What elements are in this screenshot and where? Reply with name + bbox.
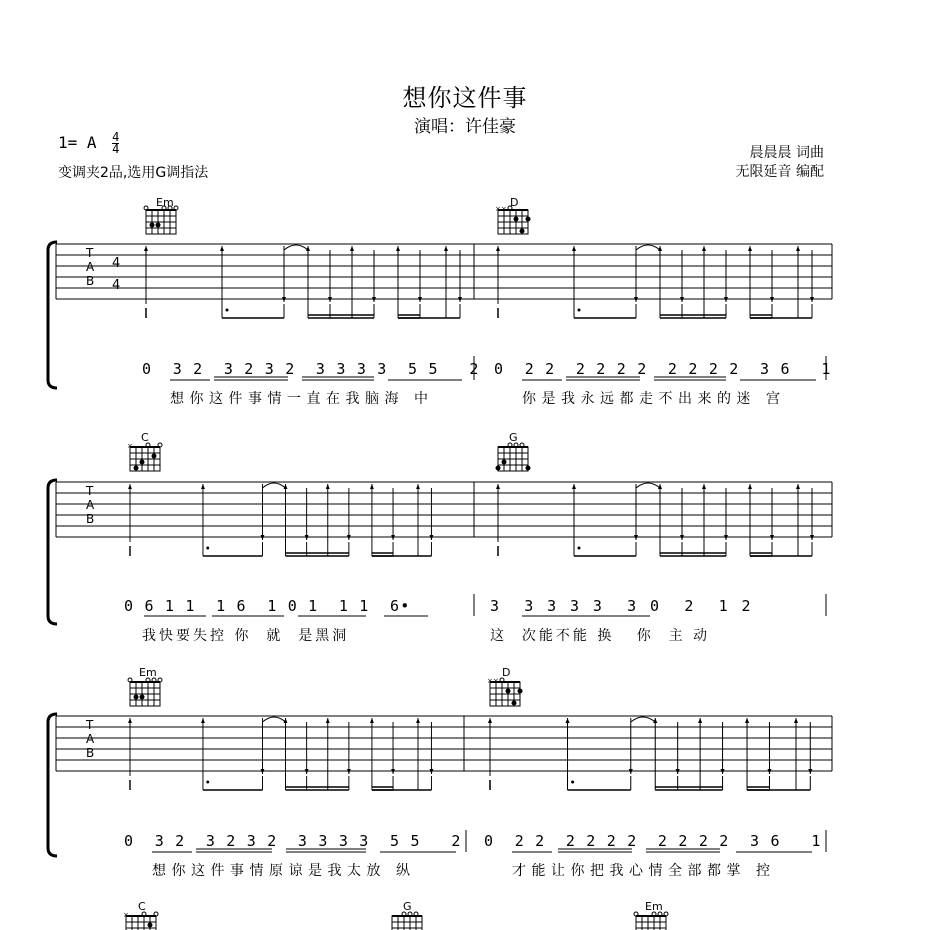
lyrics-s1-m2: 你是我永远都走不出来的迷 宫 <box>522 391 786 407</box>
time-sig-bottom: 4 <box>112 142 120 156</box>
numbers-s1-m1: 0 3 2 3 2 3 2 3 3 3 3 5 5 2 <box>142 360 480 378</box>
song-title: 想你这件事 <box>402 84 528 112</box>
lyrics-s3-m1: 想你这件事情原谅是我太放 纵 <box>152 863 416 879</box>
song-singer: 演唱：许佳豪 <box>414 117 516 137</box>
numbers-s3-m2: 0 2 2 2 2 2 2 2 2 2 2 3 6 1 <box>484 832 822 850</box>
chord-em-3 <box>634 912 668 930</box>
chord-g-2 <box>392 912 422 930</box>
chord-label-em-2: Em <box>139 666 157 679</box>
svg-text:××: ×× <box>487 677 499 685</box>
chord-label-c-1: C <box>141 431 149 444</box>
svg-text:×: × <box>123 911 129 919</box>
credit-lyrics: 晨晨晨 词曲 <box>749 145 824 161</box>
chord-label-em-1: Em <box>156 196 174 209</box>
chord-label-d-2: D <box>502 666 511 679</box>
svg-text:××: ×× <box>495 205 507 213</box>
credit-arrange: 无限延音 编配 <box>735 164 824 180</box>
chord-em-2 <box>128 678 162 706</box>
lyrics-s1-m1: 想你这件事情一直在我脑海 中 <box>170 391 434 407</box>
chord-label-em-3: Em <box>645 900 663 913</box>
chord-label-d-1: D <box>510 196 519 209</box>
chord-label-c-2: C <box>138 900 146 913</box>
system-3 <box>48 677 832 856</box>
chord-label-g-2: G <box>403 900 412 913</box>
chord-c-2 <box>123 911 158 930</box>
chord-g-1 <box>496 443 531 471</box>
chord-c-1 <box>127 442 162 471</box>
tab-clef-1: T A B <box>86 246 95 288</box>
numbers-s3-m1: 0 3 2 3 2 3 2 3 3 3 3 5 5 2 <box>124 832 462 850</box>
chord-d-2 <box>487 677 523 706</box>
tab-clef-3: T A B <box>86 718 95 760</box>
time-sig-top: 4 <box>112 130 120 144</box>
numbers-s2-m1: 0 6 1 1 1 6 1 0 1 1 1 6• <box>124 597 411 615</box>
numbers-s1-m2: 0 2 2 2 2 2 2 2 2 2 2 3 6 1 <box>494 360 832 378</box>
numbers-s2-m2: 3 3 3 3 3 3 0 2 1 2 <box>490 597 753 615</box>
capo-note: 变调夹2品,选用G调指法 <box>58 165 209 181</box>
lyrics-s2-m1: 我快要失控 你 就 是黑洞 <box>142 628 350 644</box>
lyrics-s2-m2: 这 次能不能 换 你 主 动 <box>490 628 711 644</box>
chord-label-g-1: G <box>509 431 518 444</box>
key-label: 1= A <box>58 133 97 152</box>
chord-em-1 <box>144 206 178 234</box>
tab-time-sig: 4 4 <box>112 256 121 293</box>
svg-text:×: × <box>127 442 133 450</box>
lyrics-s3-m2: 才能让你把我心情全部都掌 控 <box>512 863 776 879</box>
chord-d-1 <box>495 205 531 234</box>
system-4-chords <box>123 911 668 930</box>
tab-clef-2: T A B <box>86 484 95 526</box>
